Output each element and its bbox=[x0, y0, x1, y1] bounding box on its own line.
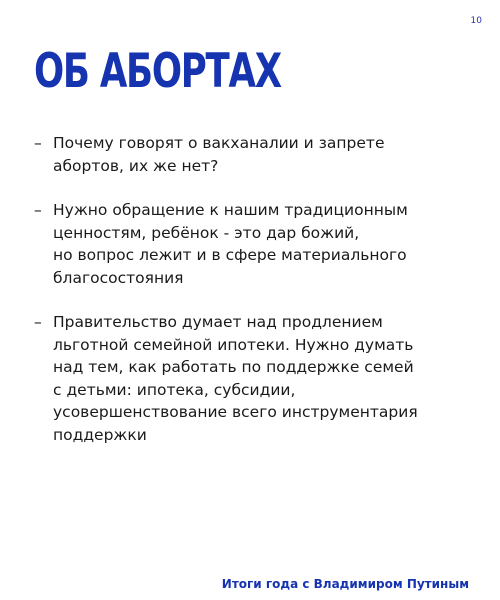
bullet-dash: – bbox=[34, 201, 42, 219]
bullet-text-line: Правительство думает над продлением bbox=[53, 313, 383, 331]
bullet-dash: – bbox=[34, 134, 42, 152]
bullet-text-line: благосостояния bbox=[53, 268, 184, 287]
bullet-item bbox=[34, 199, 474, 289]
bullet-text-line: Нужно обращение к нашим традиционным bbox=[53, 201, 408, 219]
page-number: 10 bbox=[470, 16, 482, 26]
bullet-text-line: поддержки bbox=[53, 425, 147, 444]
bullet-text-line: над тем, как работать по поддержке семей bbox=[53, 358, 414, 376]
bullet-dash: – bbox=[34, 313, 42, 331]
bullet-text-line: усовершенствование всего инструментария bbox=[53, 403, 418, 421]
bullet-text-line: Почему говорят о вакханалии и запрете bbox=[53, 134, 385, 152]
bullet-text-line: абортов, их же нет? bbox=[53, 156, 219, 175]
bullet-text-line: но вопрос лежит и в сфере материального bbox=[53, 246, 407, 264]
bullet-text-line: льготной семейной ипотеки. Нужно думать bbox=[53, 335, 414, 354]
page-title: ОБ АБОРТАХ bbox=[34, 44, 281, 99]
footer-caption: Итоги года с Владимиром Путиным bbox=[221, 577, 469, 591]
bullet-text-line: с детьми: ипотека, субсидии, bbox=[53, 380, 296, 399]
bullet-item bbox=[34, 132, 474, 177]
bullet-list bbox=[34, 132, 474, 468]
bullet-item bbox=[34, 311, 474, 446]
bullet-text-line: ценностям, ребёнок - это дар божий, bbox=[53, 223, 360, 242]
